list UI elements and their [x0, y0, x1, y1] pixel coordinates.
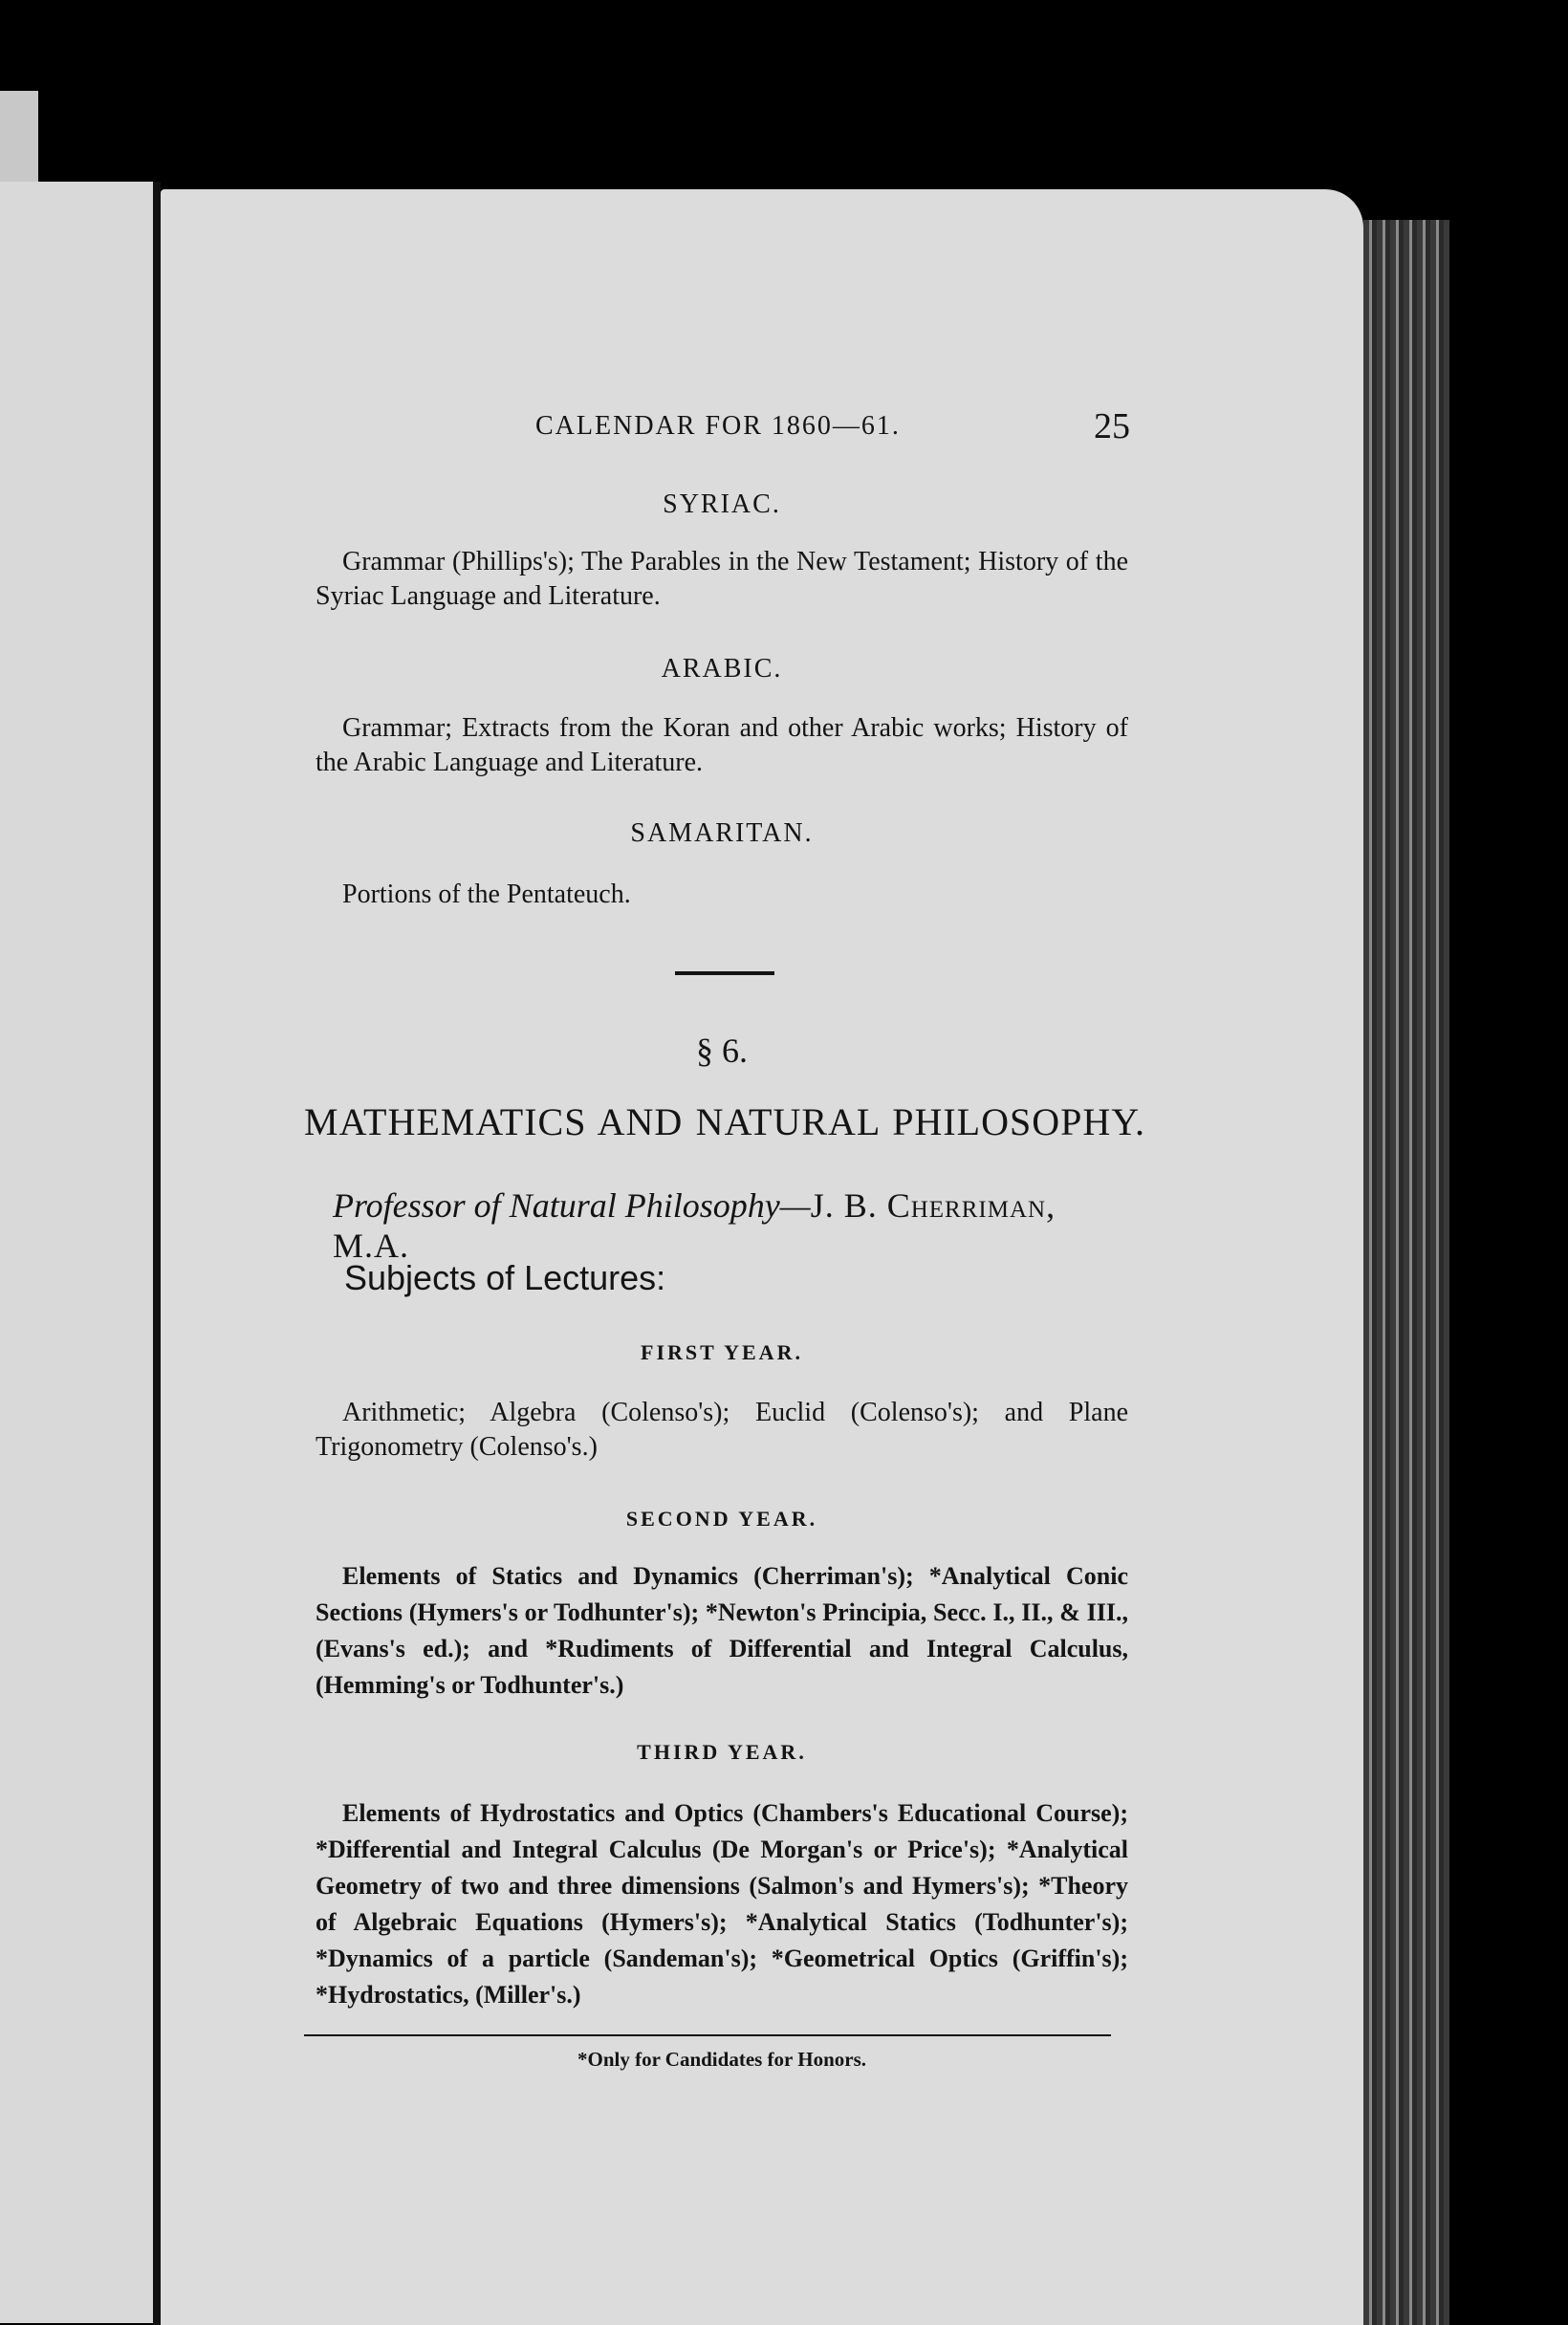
arabic-heading: ARABIC. [661, 654, 783, 684]
left-page-tab [0, 91, 38, 196]
second-year-heading: SECOND YEAR. [625, 1507, 818, 1531]
syriac-text: Grammar (Phillips's); The Parables in the New Testament; History of the Syriac Language and Literature. [316, 547, 1128, 611]
professor-line [333, 1185, 1126, 1266]
samaritan-text: Portions of the Pentateuch. [342, 880, 631, 909]
section-title: MATHEMATICS AND NATURAL PHILOSOPHY. [304, 1100, 1145, 1143]
first-year-text: Arithmetic; Algebra (Colenso's); Euclid (Colenso's); and Plane Trigonometry (Colenso's.) [316, 1398, 1128, 1462]
professor-name: J. B. Cherriman, M.A. [333, 1186, 1056, 1265]
first-year-heading: FIRST YEAR. [641, 1340, 803, 1364]
book-gutter [153, 182, 161, 2325]
syriac-heading: SYRIAC. [663, 489, 781, 519]
third-year-heading: THIRD YEAR. [637, 1740, 807, 1764]
arabic-text: Grammar; Extracts from the Koran and other Arabic works; History of the Arabic Language and Literature. [316, 713, 1128, 777]
running-head: CALENDAR FOR 1860—61. [535, 411, 901, 441]
facing-page-edge [0, 182, 158, 2323]
professor-role: Professor of Natural Philosophy— [333, 1186, 811, 1225]
third-year-text: Elements of Hydrostatics and Optics (Chambers's Educational Course); *Differential and Integral Calculus (De Morgan's or Price's); *Analytical Geometry of two and three dimensions (Salmon's and Hymers's); *Theory of Algebraic Equations (Hymers's); *Analytical Statics (Todhunter's); *Dynamics of a particle (Sandeman's); *Geometrical Optics (Griffin's); *Hydrostatics, (Miller's.) [316, 1799, 1128, 2009]
section-divider [675, 971, 774, 975]
page-edges [1363, 220, 1449, 2325]
footnote-rule [304, 2034, 1111, 2036]
footnote: *Only for Candidates for Honors. [577, 2048, 866, 2071]
samaritan-heading: SAMARITAN. [630, 818, 814, 848]
subjects-label: Subjects of Lectures: [344, 1258, 666, 1297]
second-year-text: Elements of Statics and Dynamics (Cherriman's); *Analytical Conic Sections (Hymers's or Todhunter's); *Newton's Principia, Secc. I., II., & III., (Evans's ed.); and *Rudiments of Differential and Integral Calculus, (Hemming's or Todhunter's.) [316, 1562, 1128, 1699]
page-number: 25 [1094, 406, 1130, 446]
section-number: § 6. [696, 1032, 748, 1070]
